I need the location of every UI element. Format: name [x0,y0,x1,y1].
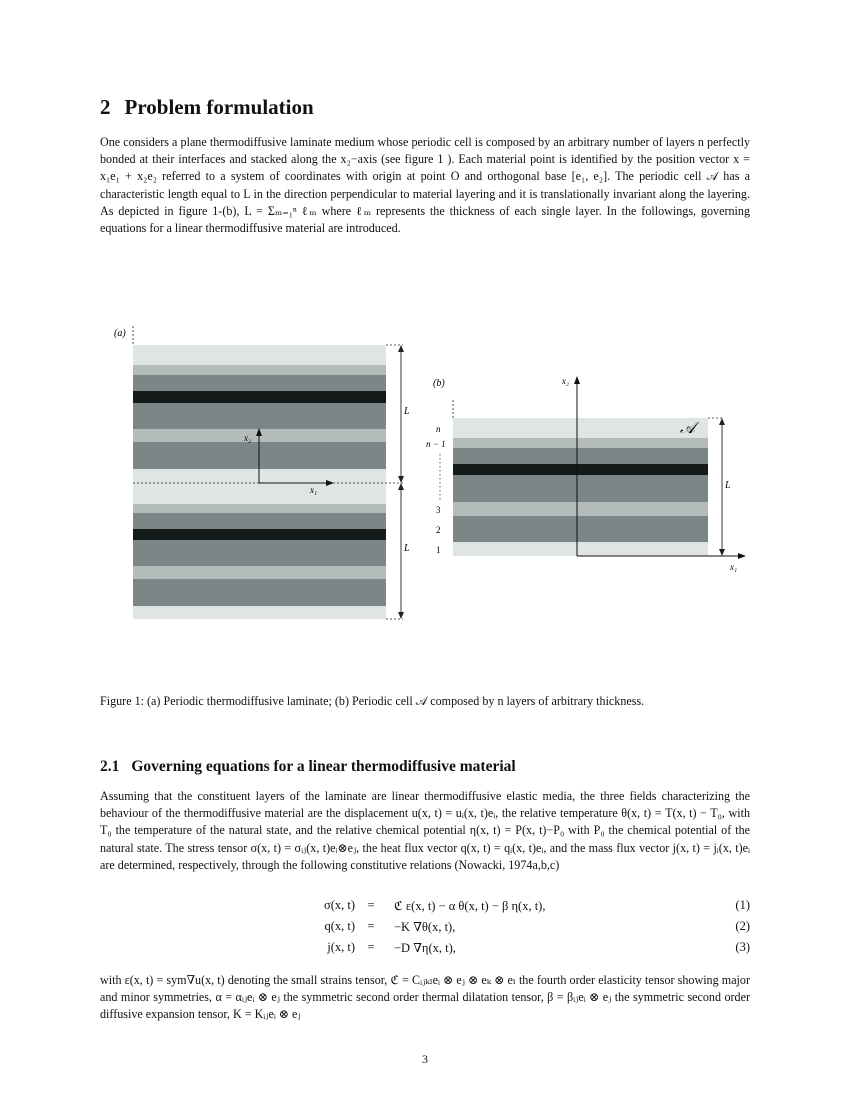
x2-label-b: x₂ [562,376,570,386]
layer [133,540,386,566]
equation-lhs: j(x, t) [327,940,355,954]
layer [133,529,386,540]
layer [453,516,708,542]
figure-caption: Figure 1: (a) Periodic thermodiffusive laminate; (b) Periodic cell 𝒜 composed by n layers of arbitrary thickness. [100,694,645,708]
layer [453,464,708,475]
section-number: 2 [100,95,111,119]
layer [453,502,708,516]
layer-label-n: n [436,424,441,434]
layer [453,448,708,464]
equation-operator: = [367,919,375,933]
equation-number: (3) [735,940,750,954]
layer [133,579,386,606]
equation-block [100,898,750,961]
layer [133,566,386,579]
L-label-upper: L [404,406,410,417]
arrowhead [398,612,404,619]
equation-operator: = [367,940,375,954]
laminate-a-lower-cell [133,483,386,619]
layer [133,483,386,504]
x2-label-a: x₂ [244,433,252,443]
layer [133,403,386,429]
x1-label-b: x₁ [730,562,738,572]
subsection-title-text: Governing equations for a linear thermodiffusive material [131,758,516,775]
equation-lhs: σ(x, t) [323,898,355,912]
equation-rhs: ℭ ε(x, t) − α θ(x, t) − β η(x, t), [394,899,546,913]
layer [453,542,708,556]
cell-A-label: 𝒜 [680,420,696,437]
x1-label-a: x₁ [310,485,318,495]
subsection-title [100,758,516,776]
equation-rhs: −D ∇η(x, t), [394,941,456,955]
equation-number: (2) [735,919,750,933]
equation-row [100,898,750,919]
page-number: 3 [422,1052,428,1066]
periodic-cell-b [453,418,708,556]
equation-number: (1) [735,898,750,912]
L-label-lower: L [404,543,410,554]
section-title [100,95,314,120]
layer-label-3: 3 [436,505,441,515]
figure-1 [100,320,750,660]
section-title-text: Problem formulation [124,95,314,119]
equation-operator: = [367,898,375,912]
arrowhead [398,476,404,483]
layer [133,391,386,403]
equation-row [100,919,750,940]
panel-b-label: (b) [433,378,445,389]
layer [133,606,386,619]
equation-rhs: −K ∇θ(x, t), [394,920,456,934]
layer [133,513,386,529]
arrowhead [574,376,580,384]
arrowhead [719,418,725,425]
layer [453,475,708,502]
layer-label-2: 2 [436,525,441,535]
layer [133,345,386,365]
layer [133,504,386,513]
arrowhead [398,345,404,352]
layer [133,375,386,391]
closing-paragraph: with ε(x, t) = sym∇u(x, t) denoting the small strains tensor, ℭ = Cᵢⱼₖₗeᵢ ⊗ eⱼ ⊗ eₖ ⊗ eₗ the fourth order elasticity tensor showing major and minor symmetries, α = αᵢⱼeᵢ ⊗ eⱼ the symmetric second order thermal dilatation tensor, β = βᵢⱼeᵢ ⊗ eⱼ the symmetric second order diffusive expansion tensor, K = Kᵢⱼeᵢ ⊗ eⱼ [100,973,750,1022]
subsection-number: 2.1 [100,758,120,775]
arrowhead [398,483,404,490]
governing-paragraph: Assuming that the constituent layers of the laminate are linear thermodiffusive elastic media, the three fields characterizing the behaviour of the thermodiffusive material are the displacement u(x, t) = uᵢ(x, t)eᵢ, the relative temperature θ(x, t) = T(x, t) − T₀, with T₀ the temperature of the natural state, and the relative chemical potential η(x, t) = P(x, t)−P₀ with P₀ the chemical potential of the natural state. The stress tensor σ(x, t) = σᵢⱼ(x, t)eᵢ⊗eⱼ, the heat flux vector q(x, t) = qᵢ(x, t)eᵢ, and the mass flux vector j(x, t) = jᵢ(x, t)eᵢ are determined, respectively, through the following constitutive relations (Nowacki, 1974a,b,c) [100,789,750,872]
panel-a-label: (a) [114,328,126,339]
equation-row [100,940,750,961]
layer-label-n-minus-1: n − 1 [426,439,446,449]
equation-lhs: q(x, t) [324,919,355,933]
layer [453,418,708,438]
layer [133,365,386,375]
intro-paragraph: One considers a plane thermodiffusive laminate medium whose periodic cell is composed by an arbitrary number of layers n perfectly bonded at their interfaces and stacked along the x₂−axis (see figure 1 ). Each material point is identified by the position vector x = x₁e₁ + x₂e₂ referred to a system of coordinates with origin at point O and orthogonal base [e₁, e₂]. The periodic cell 𝒜 has a characteristic length equal to L in the direction perpendicular to material layering and it is translationally invariant along the layering. As depicted in figure 1-(b), L = Σₘ₌₁ⁿ ℓₘ where ℓₘ represents the thickness of each single layer. In the followings, governing equations for a linear thermodiffusive material are introduced. [100,135,750,236]
layer [453,438,708,448]
laminate-figure [100,320,750,660]
L-label-b: L [725,480,731,491]
arrowhead [738,553,746,559]
layer-label-1: 1 [436,545,441,555]
arrowhead [719,549,725,556]
